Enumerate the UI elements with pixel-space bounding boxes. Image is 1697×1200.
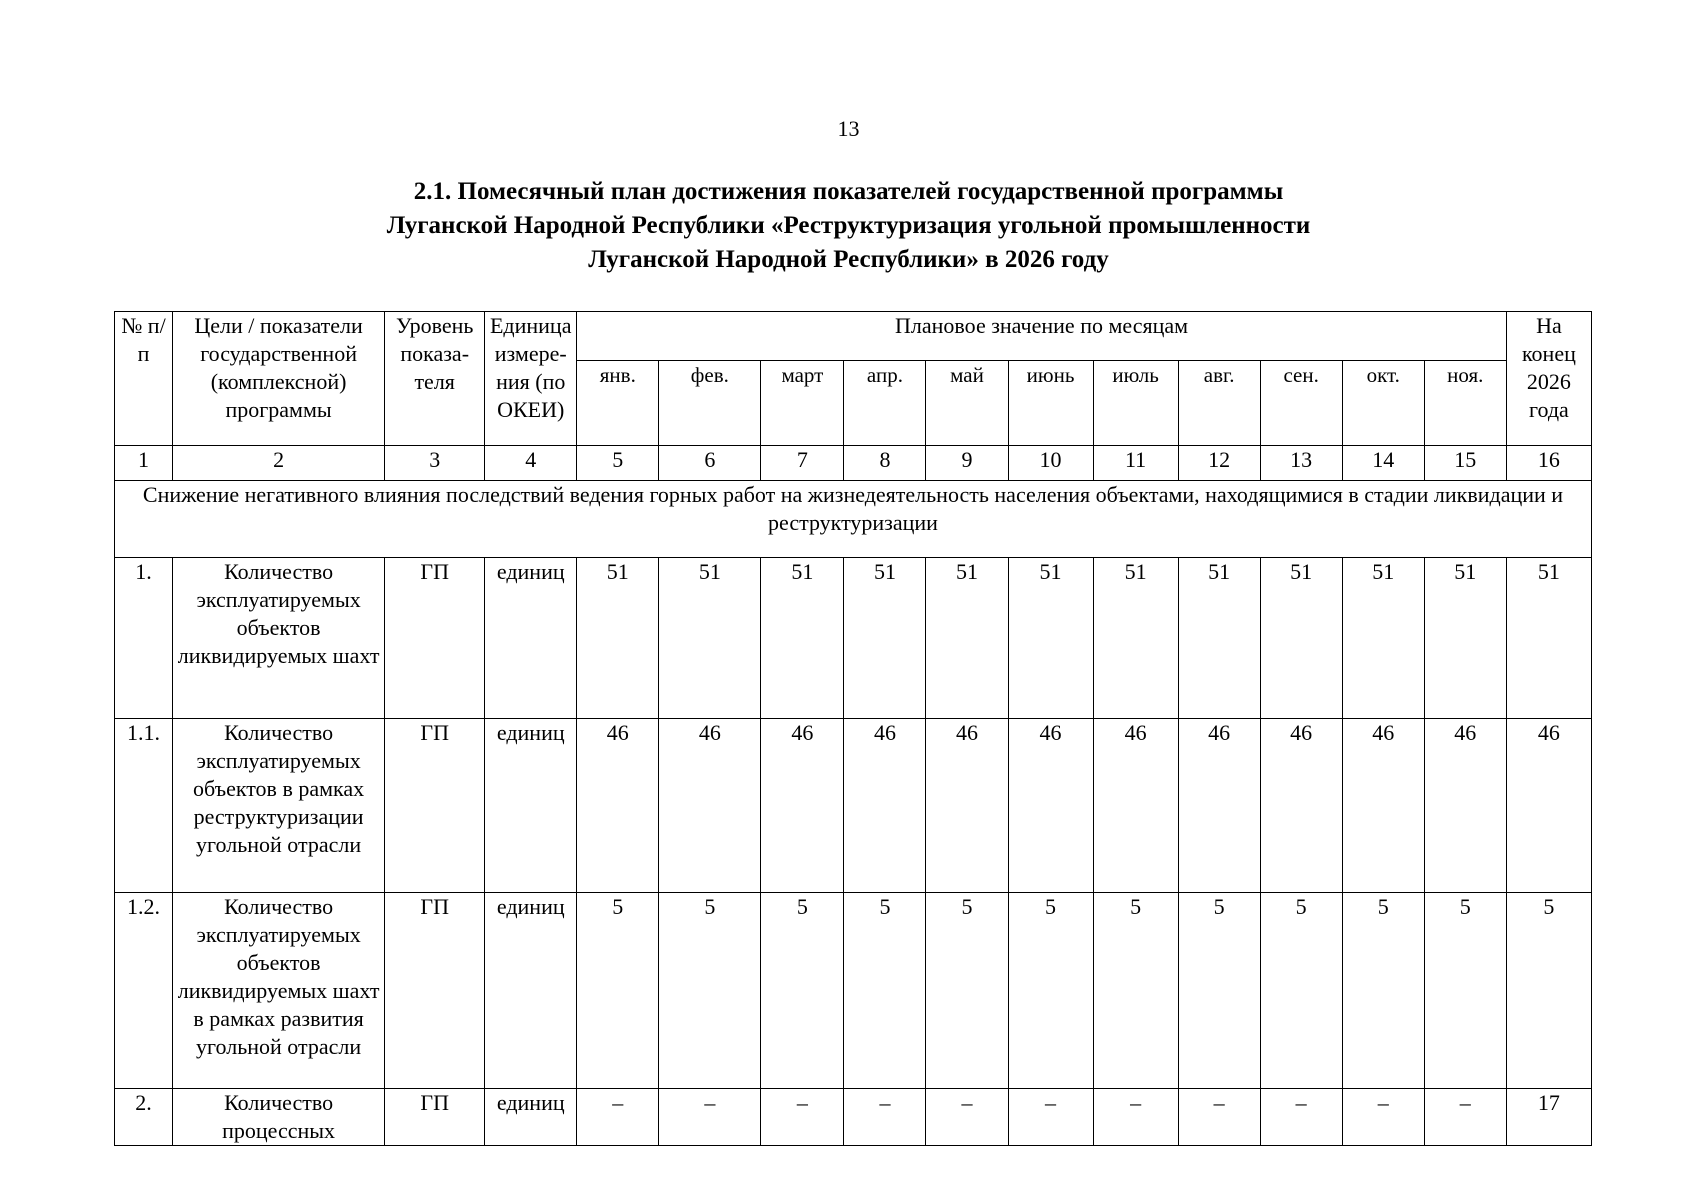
column-number: 1: [115, 446, 173, 481]
row-month-value: 46: [1424, 719, 1506, 893]
row-month-value: –: [1424, 1089, 1506, 1146]
month-header: янв.: [577, 361, 659, 446]
row-month-value: 5: [761, 893, 844, 1089]
row-month-value: –: [1178, 1089, 1260, 1146]
column-number: 6: [659, 446, 761, 481]
table-row: [115, 893, 1592, 1089]
row-month-value: 46: [1260, 719, 1342, 893]
row-month-value: 51: [659, 558, 761, 719]
month-header: июнь: [1008, 361, 1093, 446]
column-number: 14: [1342, 446, 1424, 481]
row-month-value: 5: [1260, 893, 1342, 1089]
header-unit: Единица измере-ния (по ОКЕИ): [485, 312, 577, 446]
row-level: ГП: [385, 1089, 485, 1146]
column-number: 8: [844, 446, 926, 481]
month-header: июль: [1093, 361, 1178, 446]
header-end: На конец 2026 года: [1506, 312, 1591, 446]
page-number: 13: [837, 116, 860, 141]
row-month-value: 46: [577, 719, 659, 893]
row-month-value: 46: [761, 719, 844, 893]
row-month-value: –: [1260, 1089, 1342, 1146]
row-end-value: 46: [1506, 719, 1591, 893]
row-month-value: 46: [1008, 719, 1093, 893]
row-name: Количество эксплуатируемых объектов ликвидируемых шахт в рамках развития угольной отрасли: [173, 893, 385, 1089]
row-month-value: 5: [659, 893, 761, 1089]
plan-table: [114, 311, 1592, 1146]
row-number: 1.1.: [115, 719, 173, 893]
row-number: 1.: [115, 558, 173, 719]
row-month-value: 51: [1260, 558, 1342, 719]
table-row: [115, 558, 1592, 719]
row-level: ГП: [385, 719, 485, 893]
row-month-value: 51: [761, 558, 844, 719]
column-numbers-row: [115, 446, 1592, 481]
column-number: 11: [1093, 446, 1178, 481]
row-month-value: –: [659, 1089, 761, 1146]
section-title: Снижение негативного влияния последствий ведения горных работ на жизнедеятельность населения объектами, находящимися в стадии ликвидации и реструктуризации: [115, 481, 1592, 558]
row-unit: единиц: [485, 719, 577, 893]
row-month-value: –: [844, 1089, 926, 1146]
month-header: сен.: [1260, 361, 1342, 446]
row-month-value: –: [1008, 1089, 1093, 1146]
row-month-value: 51: [1093, 558, 1178, 719]
row-level: ГП: [385, 558, 485, 719]
row-unit: единиц: [485, 893, 577, 1089]
column-number: 5: [577, 446, 659, 481]
row-month-value: 5: [1093, 893, 1178, 1089]
row-month-value: 46: [1178, 719, 1260, 893]
column-number: 15: [1424, 446, 1506, 481]
row-month-value: 5: [1178, 893, 1260, 1089]
row-month-value: 5: [1424, 893, 1506, 1089]
month-header: март: [761, 361, 844, 446]
row-name: Количество процессных: [173, 1089, 385, 1146]
header-num: № п/п: [115, 312, 173, 446]
header-row-1: [115, 312, 1592, 361]
month-header: май: [926, 361, 1008, 446]
title-line-1: 2.1. Помесячный план достижения показателей государственной программы: [413, 178, 1284, 205]
row-number: 1.2.: [115, 893, 173, 1089]
row-number: 2.: [115, 1089, 173, 1146]
document-title: [200, 175, 1497, 277]
header-planned: Плановое значение по месяцам: [577, 312, 1507, 361]
row-month-value: 51: [1342, 558, 1424, 719]
month-header: авг.: [1178, 361, 1260, 446]
table-row: [115, 719, 1592, 893]
row-month-value: 46: [844, 719, 926, 893]
row-month-value: 51: [1008, 558, 1093, 719]
row-unit: единиц: [485, 558, 577, 719]
row-month-value: –: [577, 1089, 659, 1146]
month-header: окт.: [1342, 361, 1424, 446]
row-month-value: 51: [926, 558, 1008, 719]
month-header: ноя.: [1424, 361, 1506, 446]
row-name: Количество эксплуатируемых объектов ликвидируемых шахт: [173, 558, 385, 719]
title-line-3: Луганской Народной Республики» в 2026 году: [588, 246, 1109, 273]
row-month-value: 46: [926, 719, 1008, 893]
row-month-value: 5: [926, 893, 1008, 1089]
row-end-value: 17: [1506, 1089, 1591, 1146]
header-goals: Цели / показатели государственной (комплексной) программы: [173, 312, 385, 446]
row-level: ГП: [385, 893, 485, 1089]
row-month-value: 51: [844, 558, 926, 719]
section-row: [115, 481, 1592, 558]
row-month-value: 5: [844, 893, 926, 1089]
header-level: Уровень показа-теля: [385, 312, 485, 446]
row-month-value: –: [761, 1089, 844, 1146]
month-header: фев.: [659, 361, 761, 446]
row-month-value: –: [926, 1089, 1008, 1146]
row-month-value: 46: [1093, 719, 1178, 893]
table-row: [115, 1089, 1592, 1146]
column-number: 13: [1260, 446, 1342, 481]
column-number: 4: [485, 446, 577, 481]
row-month-value: 5: [1008, 893, 1093, 1089]
title-line-2: Луганской Народной Республики «Реструктуризация угольной промышленности: [386, 212, 1311, 239]
row-name: Количество эксплуатируемых объектов в рамках реструктуризации угольной отрасли: [173, 719, 385, 893]
row-unit: единиц: [485, 1089, 577, 1146]
row-month-value: 46: [1342, 719, 1424, 893]
row-month-value: 51: [577, 558, 659, 719]
column-number: 3: [385, 446, 485, 481]
column-number: 9: [926, 446, 1008, 481]
row-end-value: 51: [1506, 558, 1591, 719]
column-number: 12: [1178, 446, 1260, 481]
row-month-value: 51: [1178, 558, 1260, 719]
row-end-value: 5: [1506, 893, 1591, 1089]
column-number: 2: [173, 446, 385, 481]
row-month-value: 5: [577, 893, 659, 1089]
row-month-value: –: [1093, 1089, 1178, 1146]
row-month-value: –: [1342, 1089, 1424, 1146]
column-number: 16: [1506, 446, 1591, 481]
month-header: апр.: [844, 361, 926, 446]
column-number: 7: [761, 446, 844, 481]
row-month-value: 51: [1424, 558, 1506, 719]
column-number: 10: [1008, 446, 1093, 481]
row-month-value: 5: [1342, 893, 1424, 1089]
row-month-value: 46: [659, 719, 761, 893]
